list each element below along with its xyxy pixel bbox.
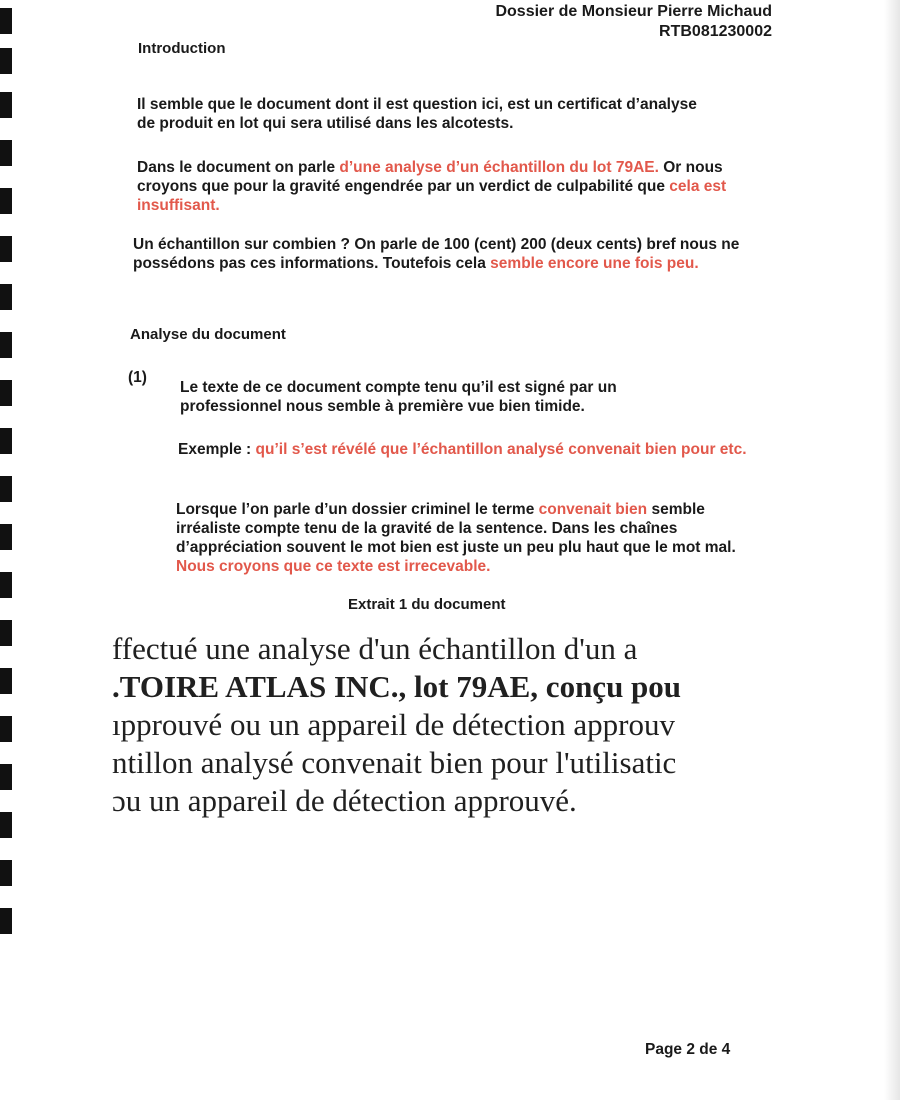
intro-p3-text: Un échantillon sur combien ? On parle de 100 (cent) 200 (deux cents) bref nous ne possédons pas ces informations. Toutefois cela — [133, 236, 740, 272]
analysis-example — [178, 440, 758, 459]
analysis-p2-highlight-a: convenait bien — [538, 501, 648, 518]
analysis-p2-highlight-b: Nous croyons que ce texte est irrecevable. — [176, 558, 491, 575]
analysis-item-number: (1) — [128, 369, 147, 386]
document-header — [495, 2, 772, 42]
binding-holes — [0, 0, 14, 1100]
analysis-item-text: Le texte de ce document compte tenu qu’il est signé par un professionnel nous semble à première vue bien timide. — [180, 379, 617, 415]
intro-p2-highlight-a: d’une analyse d’un échantillon du lot 79AE. — [339, 159, 659, 176]
excerpt-line: ıpprouvé ou un appareil de détection approuv — [112, 707, 675, 742]
intro-p3-highlight: semble encore une fois peu. — [490, 255, 699, 272]
analysis-p2-text-b: semble irréaliste compte tenu de la gravité de la sentence. Dans les chaînes d’appréciation souvent le mot bien est juste un peu plu haut que le mot mal. — [176, 501, 736, 556]
analysis-heading: Analyse du document — [130, 326, 286, 343]
intro-heading: Introduction — [138, 40, 226, 57]
excerpt-line: ffectué une analyse d'un échantillon d'un a — [112, 631, 638, 666]
example-text: qu’il s’est révélé que l’échantillon analysé convenait bien pour etc. — [255, 441, 747, 458]
intro-paragraph-1: Il semble que le document dont il est question ici, est un certificat d’analyse de produit en lot qui sera utilisé dans les alcotests. — [137, 96, 697, 132]
intro-p2-text-a: Dans le document on parle — [137, 159, 340, 176]
page-edge-shadow — [884, 0, 900, 1100]
excerpt-line: ntillon analysé convenait bien pour l'utilisatic — [112, 745, 677, 780]
analysis-p2-text-a: Lorsque l’on parle d’un dossier criminel le terme — [176, 501, 539, 518]
intro-paragraph-3 — [133, 235, 773, 273]
excerpt-line: ɔu un appareil de détection approuvé. — [112, 783, 577, 818]
intro-p2-highlight-b: cela est insuffisant. — [137, 178, 727, 214]
header-ref: RTB081230002 — [659, 23, 772, 40]
intro-paragraph-2 — [137, 158, 762, 215]
header-name: Dossier de Monsieur Pierre Michaud — [495, 3, 772, 20]
excerpt-scan — [112, 630, 757, 820]
analysis-paragraph-2 — [176, 500, 766, 576]
example-label: Exemple : — [178, 441, 256, 458]
page-number: Page 2 de 4 — [645, 1041, 731, 1058]
excerpt-line: .TOIRE ATLAS INC., lot 79AE, conçu pou — [112, 669, 682, 704]
intro-p2-text-b: Or nous croyons que pour la gravité engendrée par un verdict de culpabilité que — [137, 159, 723, 195]
excerpt-title: Extrait 1 du document — [348, 596, 506, 613]
